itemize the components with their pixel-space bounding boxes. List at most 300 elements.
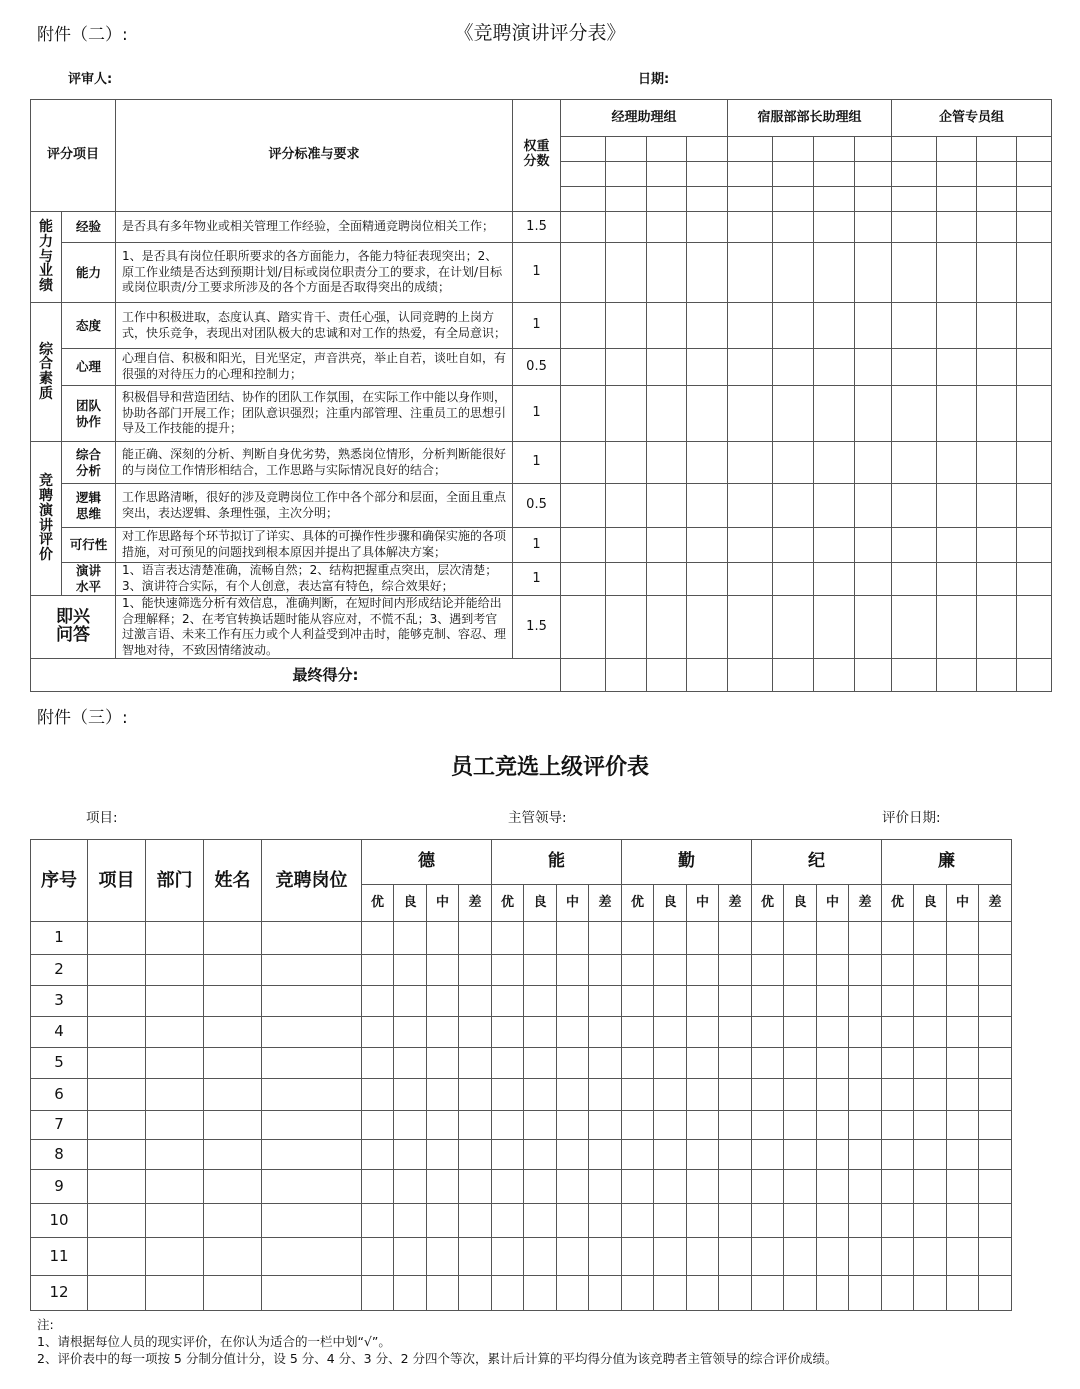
rating-cell[interactable] bbox=[979, 922, 1012, 955]
info-cell[interactable] bbox=[262, 1079, 362, 1111]
score-cell[interactable] bbox=[977, 386, 1017, 442]
rating-cell[interactable] bbox=[654, 922, 687, 955]
rating-cell[interactable] bbox=[687, 1140, 719, 1170]
rating-cell[interactable] bbox=[362, 922, 394, 955]
score-cell[interactable] bbox=[855, 349, 892, 386]
score-cell[interactable] bbox=[892, 162, 937, 187]
rating-cell[interactable] bbox=[882, 1140, 914, 1170]
rating-cell[interactable] bbox=[654, 1238, 687, 1276]
score-cell[interactable] bbox=[892, 212, 937, 243]
rating-cell[interactable] bbox=[492, 1204, 524, 1238]
score-cell[interactable] bbox=[937, 659, 977, 692]
rating-cell[interactable] bbox=[752, 922, 784, 955]
rating-cell[interactable] bbox=[362, 1276, 394, 1311]
score-cell[interactable] bbox=[937, 349, 977, 386]
rating-cell[interactable] bbox=[979, 986, 1012, 1017]
rating-cell[interactable] bbox=[524, 1204, 557, 1238]
rating-cell[interactable] bbox=[524, 1238, 557, 1276]
score-cell[interactable] bbox=[647, 137, 687, 162]
rating-cell[interactable] bbox=[427, 1079, 459, 1111]
rating-cell[interactable] bbox=[557, 1170, 589, 1204]
rating-cell[interactable] bbox=[654, 1111, 687, 1140]
rating-cell[interactable] bbox=[362, 1111, 394, 1140]
score-cell[interactable] bbox=[728, 303, 773, 349]
score-cell[interactable] bbox=[814, 659, 855, 692]
rating-cell[interactable] bbox=[622, 1276, 654, 1311]
rating-cell[interactable] bbox=[492, 1276, 524, 1311]
rating-cell[interactable] bbox=[362, 1170, 394, 1204]
info-cell[interactable] bbox=[262, 922, 362, 955]
score-cell[interactable] bbox=[561, 243, 606, 303]
rating-cell[interactable] bbox=[622, 1140, 654, 1170]
score-cell[interactable] bbox=[687, 137, 728, 162]
rating-cell[interactable] bbox=[524, 986, 557, 1017]
rating-cell[interactable] bbox=[719, 1111, 752, 1140]
score-cell[interactable] bbox=[561, 484, 606, 528]
rating-cell[interactable] bbox=[589, 1140, 622, 1170]
rating-cell[interactable] bbox=[752, 1048, 784, 1079]
rating-cell[interactable] bbox=[524, 922, 557, 955]
rating-cell[interactable] bbox=[362, 1140, 394, 1170]
score-cell[interactable] bbox=[814, 442, 855, 484]
rating-cell[interactable] bbox=[492, 1079, 524, 1111]
score-cell[interactable] bbox=[977, 212, 1017, 243]
score-cell[interactable] bbox=[977, 162, 1017, 187]
score-cell[interactable] bbox=[728, 162, 773, 187]
score-cell[interactable] bbox=[977, 563, 1017, 596]
score-cell[interactable] bbox=[892, 442, 937, 484]
score-cell[interactable] bbox=[606, 386, 647, 442]
rating-cell[interactable] bbox=[622, 1017, 654, 1048]
rating-cell[interactable] bbox=[914, 986, 947, 1017]
score-cell[interactable] bbox=[561, 137, 606, 162]
info-cell[interactable] bbox=[204, 1140, 262, 1170]
score-cell[interactable] bbox=[814, 349, 855, 386]
score-cell[interactable] bbox=[855, 596, 892, 659]
rating-cell[interactable] bbox=[882, 1017, 914, 1048]
rating-cell[interactable] bbox=[459, 1140, 492, 1170]
info-cell[interactable] bbox=[204, 986, 262, 1017]
rating-cell[interactable] bbox=[784, 986, 817, 1017]
score-cell[interactable] bbox=[773, 137, 814, 162]
score-cell[interactable] bbox=[814, 243, 855, 303]
score-cell[interactable] bbox=[892, 528, 937, 563]
rating-cell[interactable] bbox=[687, 1276, 719, 1311]
score-cell[interactable] bbox=[647, 303, 687, 349]
rating-cell[interactable] bbox=[459, 1276, 492, 1311]
info-cell[interactable] bbox=[146, 955, 204, 986]
info-cell[interactable] bbox=[262, 986, 362, 1017]
rating-cell[interactable] bbox=[427, 1111, 459, 1140]
score-cell[interactable] bbox=[773, 243, 814, 303]
score-cell[interactable] bbox=[728, 386, 773, 442]
rating-cell[interactable] bbox=[947, 1204, 979, 1238]
rating-cell[interactable] bbox=[394, 1140, 427, 1170]
score-cell[interactable] bbox=[977, 659, 1017, 692]
score-cell[interactable] bbox=[606, 243, 647, 303]
score-cell[interactable] bbox=[937, 137, 977, 162]
rating-cell[interactable] bbox=[979, 1170, 1012, 1204]
score-cell[interactable] bbox=[773, 349, 814, 386]
rating-cell[interactable] bbox=[459, 1238, 492, 1276]
rating-cell[interactable] bbox=[849, 1238, 882, 1276]
score-cell[interactable] bbox=[647, 596, 687, 659]
score-cell[interactable] bbox=[892, 303, 937, 349]
rating-cell[interactable] bbox=[459, 1017, 492, 1048]
score-cell[interactable] bbox=[937, 386, 977, 442]
score-cell[interactable] bbox=[937, 563, 977, 596]
rating-cell[interactable] bbox=[589, 1238, 622, 1276]
rating-cell[interactable] bbox=[427, 1140, 459, 1170]
score-cell[interactable] bbox=[814, 528, 855, 563]
rating-cell[interactable] bbox=[687, 1017, 719, 1048]
rating-cell[interactable] bbox=[719, 922, 752, 955]
info-cell[interactable] bbox=[204, 1170, 262, 1204]
rating-cell[interactable] bbox=[427, 1170, 459, 1204]
rating-cell[interactable] bbox=[459, 1204, 492, 1238]
rating-cell[interactable] bbox=[849, 1204, 882, 1238]
score-cell[interactable] bbox=[687, 212, 728, 243]
rating-cell[interactable] bbox=[979, 1017, 1012, 1048]
score-cell[interactable] bbox=[647, 243, 687, 303]
rating-cell[interactable] bbox=[849, 1079, 882, 1111]
rating-cell[interactable] bbox=[589, 1048, 622, 1079]
score-cell[interactable] bbox=[561, 386, 606, 442]
rating-cell[interactable] bbox=[947, 1276, 979, 1311]
rating-cell[interactable] bbox=[362, 1204, 394, 1238]
score-cell[interactable] bbox=[773, 187, 814, 212]
rating-cell[interactable] bbox=[817, 1048, 849, 1079]
score-cell[interactable] bbox=[937, 243, 977, 303]
info-cell[interactable] bbox=[88, 986, 146, 1017]
score-cell[interactable] bbox=[977, 349, 1017, 386]
rating-cell[interactable] bbox=[557, 1017, 589, 1048]
rating-cell[interactable] bbox=[687, 1204, 719, 1238]
score-cell[interactable] bbox=[687, 442, 728, 484]
rating-cell[interactable] bbox=[524, 1111, 557, 1140]
info-cell[interactable] bbox=[146, 1017, 204, 1048]
info-cell[interactable] bbox=[146, 1276, 204, 1311]
rating-cell[interactable] bbox=[687, 1238, 719, 1276]
score-cell[interactable] bbox=[1017, 187, 1052, 212]
score-cell[interactable] bbox=[606, 442, 647, 484]
score-cell[interactable] bbox=[814, 162, 855, 187]
score-cell[interactable] bbox=[855, 187, 892, 212]
score-cell[interactable] bbox=[606, 596, 647, 659]
info-cell[interactable] bbox=[262, 1017, 362, 1048]
score-cell[interactable] bbox=[728, 349, 773, 386]
score-cell[interactable] bbox=[855, 303, 892, 349]
rating-cell[interactable] bbox=[752, 986, 784, 1017]
info-cell[interactable] bbox=[146, 1170, 204, 1204]
rating-cell[interactable] bbox=[882, 922, 914, 955]
rating-cell[interactable] bbox=[654, 1048, 687, 1079]
rating-cell[interactable] bbox=[524, 1140, 557, 1170]
score-cell[interactable] bbox=[647, 187, 687, 212]
rating-cell[interactable] bbox=[882, 1079, 914, 1111]
score-cell[interactable] bbox=[687, 596, 728, 659]
rating-cell[interactable] bbox=[719, 1204, 752, 1238]
rating-cell[interactable] bbox=[492, 986, 524, 1017]
score-cell[interactable] bbox=[892, 484, 937, 528]
rating-cell[interactable] bbox=[492, 1017, 524, 1048]
score-cell[interactable] bbox=[606, 484, 647, 528]
rating-cell[interactable] bbox=[979, 1238, 1012, 1276]
score-cell[interactable] bbox=[561, 187, 606, 212]
score-cell[interactable] bbox=[855, 442, 892, 484]
score-cell[interactable] bbox=[937, 162, 977, 187]
rating-cell[interactable] bbox=[362, 1238, 394, 1276]
rating-cell[interactable] bbox=[914, 922, 947, 955]
rating-cell[interactable] bbox=[784, 1140, 817, 1170]
score-cell[interactable] bbox=[687, 528, 728, 563]
rating-cell[interactable] bbox=[817, 1111, 849, 1140]
info-cell[interactable] bbox=[88, 1140, 146, 1170]
score-cell[interactable] bbox=[1017, 303, 1052, 349]
score-cell[interactable] bbox=[1017, 484, 1052, 528]
score-cell[interactable] bbox=[892, 596, 937, 659]
rating-cell[interactable] bbox=[687, 1079, 719, 1111]
info-cell[interactable] bbox=[88, 1111, 146, 1140]
score-cell[interactable] bbox=[647, 484, 687, 528]
rating-cell[interactable] bbox=[589, 1204, 622, 1238]
score-cell[interactable] bbox=[855, 162, 892, 187]
rating-cell[interactable] bbox=[622, 1048, 654, 1079]
score-cell[interactable] bbox=[1017, 563, 1052, 596]
rating-cell[interactable] bbox=[524, 1276, 557, 1311]
rating-cell[interactable] bbox=[817, 922, 849, 955]
rating-cell[interactable] bbox=[882, 1276, 914, 1311]
score-cell[interactable] bbox=[606, 659, 647, 692]
rating-cell[interactable] bbox=[817, 1238, 849, 1276]
rating-cell[interactable] bbox=[849, 986, 882, 1017]
rating-cell[interactable] bbox=[524, 1017, 557, 1048]
rating-cell[interactable] bbox=[979, 1204, 1012, 1238]
score-cell[interactable] bbox=[1017, 162, 1052, 187]
rating-cell[interactable] bbox=[784, 1048, 817, 1079]
score-cell[interactable] bbox=[937, 212, 977, 243]
rating-cell[interactable] bbox=[849, 1140, 882, 1170]
info-cell[interactable] bbox=[204, 1048, 262, 1079]
rating-cell[interactable] bbox=[524, 1079, 557, 1111]
rating-cell[interactable] bbox=[427, 1238, 459, 1276]
info-cell[interactable] bbox=[88, 1238, 146, 1276]
rating-cell[interactable] bbox=[589, 1079, 622, 1111]
rating-cell[interactable] bbox=[849, 1170, 882, 1204]
info-cell[interactable] bbox=[146, 1140, 204, 1170]
score-cell[interactable] bbox=[561, 303, 606, 349]
rating-cell[interactable] bbox=[394, 1048, 427, 1079]
rating-cell[interactable] bbox=[849, 955, 882, 986]
score-cell[interactable] bbox=[687, 162, 728, 187]
rating-cell[interactable] bbox=[654, 1204, 687, 1238]
rating-cell[interactable] bbox=[979, 1048, 1012, 1079]
rating-cell[interactable] bbox=[557, 1238, 589, 1276]
info-cell[interactable] bbox=[204, 922, 262, 955]
rating-cell[interactable] bbox=[979, 1079, 1012, 1111]
score-cell[interactable] bbox=[687, 659, 728, 692]
rating-cell[interactable] bbox=[427, 986, 459, 1017]
score-cell[interactable] bbox=[606, 303, 647, 349]
info-cell[interactable] bbox=[146, 1204, 204, 1238]
score-cell[interactable] bbox=[647, 659, 687, 692]
rating-cell[interactable] bbox=[459, 1048, 492, 1079]
rating-cell[interactable] bbox=[654, 986, 687, 1017]
rating-cell[interactable] bbox=[719, 1017, 752, 1048]
score-cell[interactable] bbox=[561, 596, 606, 659]
rating-cell[interactable] bbox=[687, 986, 719, 1017]
rating-cell[interactable] bbox=[687, 955, 719, 986]
rating-cell[interactable] bbox=[752, 1204, 784, 1238]
rating-cell[interactable] bbox=[427, 1017, 459, 1048]
rating-cell[interactable] bbox=[394, 1238, 427, 1276]
rating-cell[interactable] bbox=[784, 922, 817, 955]
score-cell[interactable] bbox=[773, 386, 814, 442]
score-cell[interactable] bbox=[728, 596, 773, 659]
rating-cell[interactable] bbox=[914, 1079, 947, 1111]
rating-cell[interactable] bbox=[979, 1140, 1012, 1170]
rating-cell[interactable] bbox=[557, 955, 589, 986]
score-cell[interactable] bbox=[855, 659, 892, 692]
rating-cell[interactable] bbox=[427, 1276, 459, 1311]
rating-cell[interactable] bbox=[557, 1079, 589, 1111]
score-cell[interactable] bbox=[647, 349, 687, 386]
rating-cell[interactable] bbox=[979, 955, 1012, 986]
score-cell[interactable] bbox=[728, 243, 773, 303]
rating-cell[interactable] bbox=[524, 1048, 557, 1079]
rating-cell[interactable] bbox=[459, 955, 492, 986]
score-cell[interactable] bbox=[977, 303, 1017, 349]
score-cell[interactable] bbox=[937, 528, 977, 563]
rating-cell[interactable] bbox=[622, 1204, 654, 1238]
info-cell[interactable] bbox=[262, 1204, 362, 1238]
rating-cell[interactable] bbox=[687, 1170, 719, 1204]
score-cell[interactable] bbox=[892, 187, 937, 212]
score-cell[interactable] bbox=[937, 484, 977, 528]
rating-cell[interactable] bbox=[752, 1111, 784, 1140]
info-cell[interactable] bbox=[88, 1170, 146, 1204]
rating-cell[interactable] bbox=[492, 1140, 524, 1170]
score-cell[interactable] bbox=[773, 528, 814, 563]
score-cell[interactable] bbox=[1017, 596, 1052, 659]
rating-cell[interactable] bbox=[914, 1238, 947, 1276]
rating-cell[interactable] bbox=[394, 922, 427, 955]
rating-cell[interactable] bbox=[622, 1238, 654, 1276]
rating-cell[interactable] bbox=[687, 1048, 719, 1079]
score-cell[interactable] bbox=[647, 212, 687, 243]
info-cell[interactable] bbox=[262, 1170, 362, 1204]
rating-cell[interactable] bbox=[622, 986, 654, 1017]
score-cell[interactable] bbox=[647, 528, 687, 563]
info-cell[interactable] bbox=[262, 1048, 362, 1079]
score-cell[interactable] bbox=[855, 563, 892, 596]
score-cell[interactable] bbox=[728, 563, 773, 596]
info-cell[interactable] bbox=[146, 1111, 204, 1140]
rating-cell[interactable] bbox=[817, 1276, 849, 1311]
rating-cell[interactable] bbox=[622, 1111, 654, 1140]
rating-cell[interactable] bbox=[589, 922, 622, 955]
score-cell[interactable] bbox=[1017, 386, 1052, 442]
score-cell[interactable] bbox=[1017, 137, 1052, 162]
score-cell[interactable] bbox=[561, 442, 606, 484]
score-cell[interactable] bbox=[977, 137, 1017, 162]
rating-cell[interactable] bbox=[849, 1048, 882, 1079]
score-cell[interactable] bbox=[892, 659, 937, 692]
score-cell[interactable] bbox=[773, 212, 814, 243]
rating-cell[interactable] bbox=[752, 1017, 784, 1048]
rating-cell[interactable] bbox=[784, 1204, 817, 1238]
score-cell[interactable] bbox=[561, 349, 606, 386]
rating-cell[interactable] bbox=[459, 1111, 492, 1140]
score-cell[interactable] bbox=[814, 212, 855, 243]
score-cell[interactable] bbox=[977, 528, 1017, 563]
info-cell[interactable] bbox=[88, 1017, 146, 1048]
score-cell[interactable] bbox=[561, 563, 606, 596]
rating-cell[interactable] bbox=[719, 986, 752, 1017]
rating-cell[interactable] bbox=[557, 1276, 589, 1311]
score-cell[interactable] bbox=[687, 303, 728, 349]
score-cell[interactable] bbox=[773, 563, 814, 596]
rating-cell[interactable] bbox=[719, 1079, 752, 1111]
rating-cell[interactable] bbox=[589, 1111, 622, 1140]
rating-cell[interactable] bbox=[459, 1079, 492, 1111]
rating-cell[interactable] bbox=[947, 1079, 979, 1111]
info-cell[interactable] bbox=[262, 955, 362, 986]
rating-cell[interactable] bbox=[524, 955, 557, 986]
rating-cell[interactable] bbox=[427, 1048, 459, 1079]
rating-cell[interactable] bbox=[947, 986, 979, 1017]
rating-cell[interactable] bbox=[719, 1048, 752, 1079]
score-cell[interactable] bbox=[892, 386, 937, 442]
rating-cell[interactable] bbox=[492, 1170, 524, 1204]
score-cell[interactable] bbox=[773, 162, 814, 187]
info-cell[interactable] bbox=[146, 1238, 204, 1276]
score-cell[interactable] bbox=[892, 243, 937, 303]
info-cell[interactable] bbox=[204, 955, 262, 986]
rating-cell[interactable] bbox=[394, 1079, 427, 1111]
rating-cell[interactable] bbox=[752, 1140, 784, 1170]
score-cell[interactable] bbox=[977, 596, 1017, 659]
score-cell[interactable] bbox=[1017, 442, 1052, 484]
rating-cell[interactable] bbox=[362, 1017, 394, 1048]
rating-cell[interactable] bbox=[784, 1238, 817, 1276]
score-cell[interactable] bbox=[773, 596, 814, 659]
score-cell[interactable] bbox=[606, 212, 647, 243]
rating-cell[interactable] bbox=[719, 1276, 752, 1311]
rating-cell[interactable] bbox=[394, 1111, 427, 1140]
rating-cell[interactable] bbox=[557, 1048, 589, 1079]
rating-cell[interactable] bbox=[784, 1111, 817, 1140]
rating-cell[interactable] bbox=[979, 1111, 1012, 1140]
rating-cell[interactable] bbox=[622, 1079, 654, 1111]
score-cell[interactable] bbox=[647, 386, 687, 442]
rating-cell[interactable] bbox=[362, 1048, 394, 1079]
rating-cell[interactable] bbox=[947, 1048, 979, 1079]
score-cell[interactable] bbox=[728, 442, 773, 484]
score-cell[interactable] bbox=[561, 162, 606, 187]
rating-cell[interactable] bbox=[459, 986, 492, 1017]
score-cell[interactable] bbox=[855, 528, 892, 563]
rating-cell[interactable] bbox=[492, 1048, 524, 1079]
rating-cell[interactable] bbox=[947, 1140, 979, 1170]
rating-cell[interactable] bbox=[394, 1276, 427, 1311]
rating-cell[interactable] bbox=[817, 1079, 849, 1111]
score-cell[interactable] bbox=[1017, 528, 1052, 563]
rating-cell[interactable] bbox=[589, 1276, 622, 1311]
rating-cell[interactable] bbox=[817, 955, 849, 986]
rating-cell[interactable] bbox=[914, 1276, 947, 1311]
info-cell[interactable] bbox=[88, 1276, 146, 1311]
